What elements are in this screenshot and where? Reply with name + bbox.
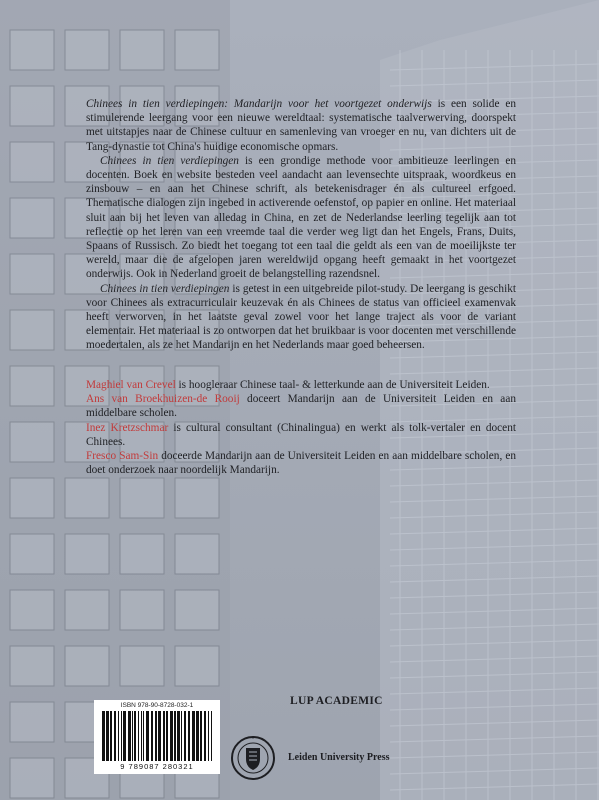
- isbn-label: ISBN 978-90-8728-032-1: [120, 702, 194, 709]
- isbn-barcode: [94, 700, 220, 774]
- intro-paragraph-2-text: is een grondige methode voor ambitieuze leerlingen en docenten. Boek en website besteden veel aandacht aan levensechte uitspraak, woordkeus en zinsbouw – en aan het Chinese schrift, als betekenisdrager én als cultureel erfgoed. Thematische dialogen zijn ingebed in activerende oefenstof, op papier en online. Het materiaal sluit aan bij het leven van alledag in China, en zet de Nederlandse leerling tegelijk aan tot reflectie op het leren van een vreemde taal die verder weg ligt dan het Engels, Frans, Duits, Spaans of Russisch. Zo biedt het toegang tot een taal die geldt als een van de moeilijkste ter wereld, maar die de afgelopen jaren wereldwijd opgang heeft gemaakt in het voortgezet onderwijs. Ook in Nederland groeit de belangstelling razendsnel.: [86, 154, 516, 281]
- publisher-name: Leiden University Press: [288, 752, 390, 763]
- author-name: Ans van Broekhuizen-de Rooij: [86, 393, 240, 406]
- book-title: Chinees in tien verdiepingen: Mandarijn voor het voortgezet onderwijs: [86, 98, 432, 110]
- intro-paragraph-3-text: is getest in een uitgebreide pilot-study. De leergang is geschikt voor Chinees als extracurriculair keuzevak én als Chinees de status van officieel examenvak heeft verworven, in het laatste geval zowel voor het lange traject als voor de variant elementair. Het materiaal is zo ontworpen dat het bruikbaar is voor docenten met verschillende moedertalen, als ze het Mandarijn en het Nederlands maar goed beheersen.: [86, 282, 516, 352]
- university-seal-logo: [230, 735, 276, 781]
- author-bio-text: doceert Mandarijn aan de Universiteit Leiden en aan middelbare scholen.: [86, 393, 516, 420]
- publisher-imprint: LUP ACADEMIC: [290, 695, 383, 707]
- author-name: Fresco Sam-Sin: [86, 450, 159, 463]
- author-bios: [86, 378, 516, 477]
- intro-paragraph-2: [86, 154, 516, 282]
- barcode-digits: 9 789087 280321: [120, 762, 194, 771]
- intro-paragraph-1-text: is een solide en stimulerende leergang voor een nieuwe wereldtaal: systematische taalverwerving, doorspekt met uitstapjes naar de Chinese cultuur en samenleving van vroeger en nu, van dichters uit de Tang-dynastie tot China's huidige economische opmars.: [86, 98, 516, 153]
- author-bio: [86, 378, 516, 392]
- intro-text: [86, 97, 516, 353]
- author-bio-text: doceerde Mandarijn aan de Universiteit Leiden en aan middelbare scholen, en doet onderzoek naar noordelijk Mandarijn.: [86, 450, 517, 477]
- author-bio: [86, 392, 516, 420]
- author-bio-text: is cultural consultant (Chinalingua) en werkt als tolk-vertaler en docent Chinees.: [86, 421, 516, 448]
- author-bio: [86, 449, 516, 477]
- author-name: Maghiel van Crevel: [86, 379, 176, 391]
- barcode-bars: [100, 711, 214, 761]
- book-title: Chinees in tien verdiepingen: [100, 154, 239, 167]
- author-name: Inez Kretzschmar: [86, 421, 169, 434]
- book-title: Chinees in tien verdiepingen: [100, 282, 230, 295]
- author-bio-text: is hoogleraar Chinese taal- & letterkunde aan de Universiteit Leiden.: [175, 379, 490, 391]
- intro-paragraph-1: [86, 97, 516, 154]
- author-bio: [86, 421, 516, 449]
- intro-paragraph-3: [86, 282, 516, 353]
